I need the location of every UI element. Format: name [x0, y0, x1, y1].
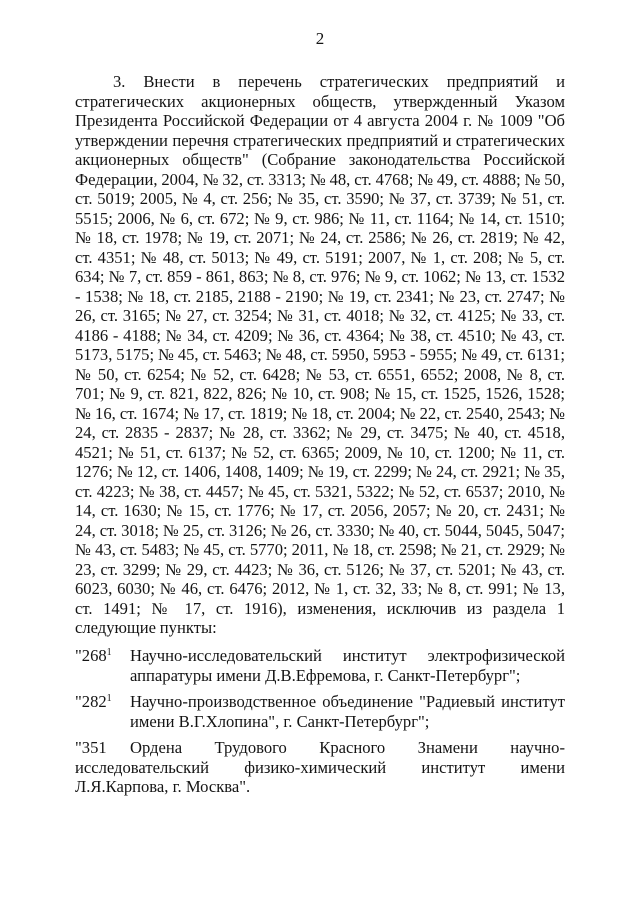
item-code-superscript: 1 [106, 647, 112, 658]
item-code: "$268^1$ [75, 646, 112, 665]
item-code: "351 [75, 738, 107, 757]
item-text: Научно-исследовательский институт электрофизической аппаратуры имени Д.В.Ефремова, г. Санкт-Петербург"; [130, 646, 565, 685]
main-paragraph: 3. Внести в перечень стратегических предприятий и стратегических акционерных обществ, утвержденный Указом Президента Российской Федерации от 4 августа 2004 г. № 1009 "Об утверждении перечня стратегических предприятий и стратегических акционерных обществ" (Собрание законодательства Российской Федерации, 2004, № 32, ст. 3313; № 48, ст. 4768; № 49, ст. 4888; № 50, ст. 5019; 2005, № 4, ст. 256; № 35, ст. 3590; № 37, ст. 3739; № 51, ст. 5515; 2006, № 6, ст. 672; № 9, ст. 986; № 11, ст. 1164; № 14, ст. 1510; № 18, ст. 1978; № 19, ст. 2071; № 24, ст. 2586; № 26, ст. 2819; № 42, ст. 4351; № 48, ст. 5013; № 49, ст. 5191; 2007, № 1, ст. 208; № 5, ст. 634; № 7, ст. 859 - 861, 863; № 8, ст. 976; № 9, ст. 1062; № 13, ст. 1532 - 1538; № 18, ст. 2185, 2188 - 2190; № 19, ст. 2341; № 23, ст. 2747; № 26, ст. 3165; № 27, ст. 3254; № 31, ст. 4018; № 32, ст. 4125; № 33, ст. 4186 - 4188; № 34, ст. 4209; № 36, ст. 4364; № 38, ст. 4510; № 43, ст. 5173, 5175; № 45, ст. 5463; № 48, ст. 5950, 5953 - 5955; № 49, ст. 6131; № 50, ст. 6254; № 52, ст. 6428; № 53, ст. 6551, 6552; 2008, № 8, ст. 701; № 9, ст. 821, 822, 826; № 10, ст. 908; № 15, ст. 1525, 1526, 1528; № 16, ст. 1674; № 17, ст. 1819; № 18, ст. 2004; № 22, ст. 2540, 2543; № 24, ст. 2835 - 2837; № 28, ст. 3362; № 29, ст. 3475; № 40, ст. 4518, 4521; № 51, ст. 6137; № 52, ст. 6365; 2009, № 10, ст. 1200; № 11, ст. 1276; № 12, ст. 1406, 1408, 1409; № 19, ст. 2299; № 24, ст. 2921; № 35, ст. 4223; № 38, ст. 4457; № 45, ст. 5321, 5322; № 52, ст. 6537; 2010, № 14, ст. 1630; № 15, ст. 1776; № 17, ст. 2056, 2057; № 20, ст. 2431; № 24, ст. 3018; № 25, ст. 3126; № 26, ст. 3330; № 40, ст. 5044, 5045, 5047; № 43, ст. 5483; № 45, ст. 5770; 2011, № 18, ст. 2598; № 21, ст. 2929; № 23, ст. 3299; № 29, ст. 4423; № 36, ст. 5126; № 37, ст. 5201; № 43, ст. 6023, 6030; № 46, ст. 6476; 2012, № 1, ст. 32, 33; № 8, ст. 991; № 13, ст. 1491; № 17, ст. 1916), изменения, исключив из раздела 1 следующие пункты: [75, 72, 565, 637]
item-text: Научно-производственное объединение "Радиевый институт имени В.Г.Хлопина", г. Санкт-Петербург"; [130, 692, 565, 731]
item-text-first-line: Ордена Трудового Красного Знамени научно- [130, 738, 565, 757]
list-item [75, 738, 565, 797]
list-item [75, 646, 565, 685]
item-code: "$282^1$ [75, 692, 112, 711]
item-code-superscript: 1 [106, 693, 112, 704]
list-item [75, 692, 565, 731]
item-text: исследовательский физико-химический институт имени Л.Я.Карпова, г. Москва". [75, 757, 565, 796]
page-number: 2 [315, 29, 325, 48]
